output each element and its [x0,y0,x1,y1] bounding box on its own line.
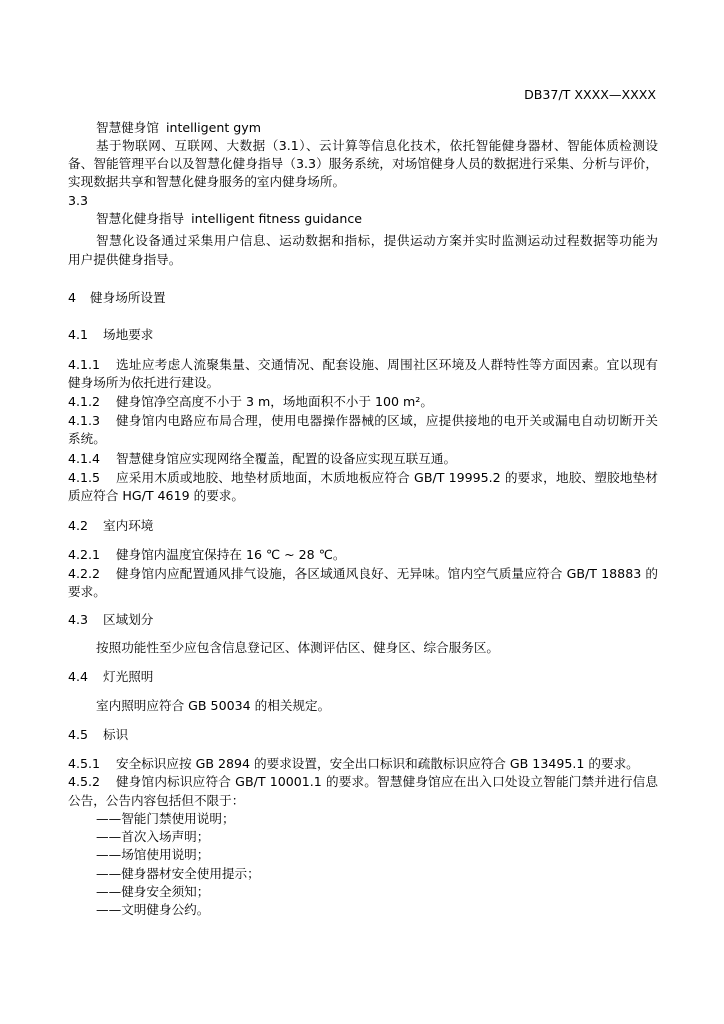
term-definition-line: 基于物联网、互联网、大数据（3.1）、云计算等信息化技术，依托智能健身器材、智能体质检测设 [96,138,658,153]
clause-4-1-4 [68,450,658,468]
clause-number: 4.5.2 [68,774,101,789]
term-entry-intelligent-fitness-guidance [96,210,658,228]
clause-number: 4.5.1 [68,756,101,771]
term-entry-intelligent-gym [96,119,658,137]
clause-4-1-3 [68,412,658,430]
section-paragraph: 室内照明应符合 GB 50034 的相关规定。 [96,698,331,713]
notice-list-item: ——场馆使用说明； [96,847,210,862]
clause-text: 健身馆内温度宜保持在 16 ℃ ~ 28 ℃。 [116,547,346,562]
term-definition-line: 实现数据共享和智慧化健身服务的室内健身场所。 [68,174,346,189]
heading-number: 4 [68,290,77,305]
section-paragraph: 按照功能性至少应包含信息登记区、体测评估区、健身区、综合服务区。 [96,640,499,655]
term-name: 智慧健身馆 [96,120,159,135]
notice-list-item: ——智能门禁使用说明； [96,811,235,826]
heading-number: 4.5 [68,727,89,742]
section-heading-4-2 [68,517,658,535]
clause-4-2-2 [68,565,658,583]
heading-title: 健身场所设置 [90,290,166,305]
clause-text: 安全标识应按 GB 2894 的要求设置，安全出口标识和疏散标识应符合 GB 13495.1 的要求。 [116,756,639,771]
clause-4-1-1 [68,356,658,374]
heading-title: 标识 [103,727,129,742]
notice-list-item: ——首次入场声明； [96,829,210,844]
term-english-name: intelligent fitness guidance [191,211,363,226]
notice-list-item: ——健身安全须知； [96,884,210,899]
clause-4-1-2 [68,393,658,411]
clause-continuation-line: 健身场所为依托进行建设。 [68,375,220,390]
clause-text: 健身馆内应配置通风排气设施，各区域通风良好、无异味。馆内空气质量应符合 GB/T 18883 的 [116,566,658,581]
clause-continuation-line: 系统。 [68,431,106,446]
chapter-heading [68,289,658,307]
section-heading-4-5 [68,726,658,744]
term-definition-line: 备、智能管理平台以及智慧化健身指导（3.3）服务系统，对场馆健身人员的数据进行采集、分析与评价， [68,156,658,171]
heading-title: 室内环境 [103,518,154,533]
notice-list-item: ——文明健身公约。 [96,902,210,917]
heading-number: 4.1 [68,327,89,342]
heading-title: 场地要求 [103,327,154,342]
clause-continuation-line: 公告，公告内容包括但不限于： [68,793,245,808]
section-heading-4-3 [68,611,658,629]
clause-number: 4.1.2 [68,394,101,409]
term-definition-line: 用户提供健身指导。 [68,252,182,267]
clause-4-2-1 [68,546,658,564]
clause-text: 健身馆净空高度不小于 3 m，场地面积不小于 100 m²。 [116,394,433,409]
clause-text: 应采用木质或地胶、地垫材质地面，木质地板应符合 GB/T 19995.2 的要求，地胶、塑胶地垫材 [116,470,658,485]
clause-number: 4.2.1 [68,547,101,562]
clause-number: 4.2.2 [68,566,101,581]
clause-number: 4.1.3 [68,413,101,428]
clause-text: 选址应考虑人流聚集量、交通情况、配套设施、周围社区环境及人群特性等方面因素。宜以现有 [116,357,658,372]
term-number: 3.3 [68,193,89,208]
heading-number: 4.2 [68,518,89,533]
document-code-header: DB37/T XXXX—XXXX [524,87,656,102]
clause-number: 4.1.1 [68,357,101,372]
clause-number: 4.1.4 [68,451,101,466]
clause-continuation-line: 质应符合 HG/T 4619 的要求。 [68,488,244,503]
heading-title: 区域划分 [103,612,154,627]
clause-text: 健身馆内标识应符合 GB/T 10001.1 的要求。智慧健身馆应在出入口处设立智能门禁并进行信息 [116,774,658,789]
heading-number: 4.4 [68,669,89,684]
clause-number: 4.1.5 [68,470,101,485]
term-definition-line: 智慧化设备通过采集用户信息、运动数据和指标，提供运动方案并实时监测运动过程数据等功能为 [96,233,658,248]
clause-4-5-2 [68,773,658,791]
section-heading-4-1 [68,326,658,344]
section-heading-4-4 [68,668,658,686]
term-english-name: intelligent gym [165,120,262,135]
clause-continuation-line: 要求。 [68,584,106,599]
heading-title: 灯光照明 [103,669,154,684]
clause-text: 健身馆内电路应布局合理，使用电器操作器械的区域，应提供接地的电开关或漏电自动切断开关 [116,413,658,428]
clause-4-5-1 [68,755,658,773]
clause-4-1-5 [68,469,658,487]
notice-list-item: ——健身器材安全使用提示； [96,866,260,881]
heading-number: 4.3 [68,612,89,627]
term-name: 智慧化健身指导 [96,211,185,226]
clause-text: 智慧健身馆应实现网络全覆盖，配置的设备应实现互联互通。 [116,451,457,466]
